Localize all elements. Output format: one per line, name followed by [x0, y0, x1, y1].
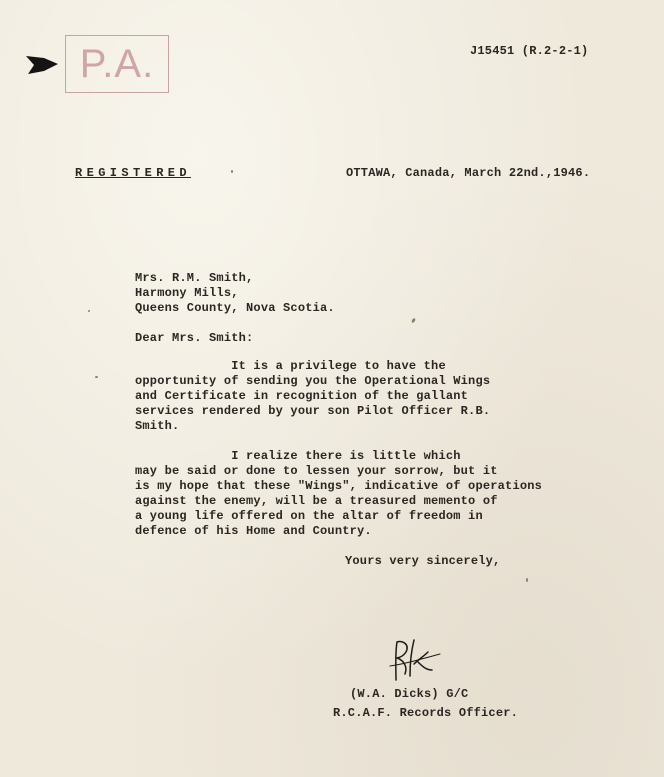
signer-office: R.C.A.F. Records Officer. — [333, 706, 519, 720]
pa-stamp — [65, 35, 169, 93]
paper-speck — [95, 376, 98, 378]
registered-heading: REGISTERED — [75, 166, 192, 180]
handwritten-signature — [388, 636, 444, 684]
body-paragraph-2: I realize there is little which may be said or done to lessen your sorrow, but it is my hope that these "Wings", indicative of operations against the enemy, will be a treasured memento of a young life offered on the altar of freedom in defence of his Home and Country. — [135, 449, 543, 538]
place-date-line: OTTAWA, Canada, March 22nd.,1946. — [346, 166, 591, 180]
signer-name: (W.A. Dicks) G/C — [350, 687, 469, 701]
paper-speck — [411, 318, 416, 324]
address-line-town: Harmony Mills, — [135, 286, 239, 300]
closing-line: Yours very sincerely, — [345, 554, 501, 568]
pa-stamp-text: P.A. — [79, 42, 155, 86]
file-reference: J15451 (R.2-2-1) — [470, 44, 589, 58]
address-line-name: Mrs. R.M. Smith, — [135, 271, 254, 285]
body-paragraph-1: It is a privilege to have the opportunity of sending you the Operational Wings and Certificate in recognition of the gallant services rendered by your son Pilot Officer R.B. Smith. — [135, 359, 491, 433]
address-line-county: Queens County, Nova Scotia. — [135, 301, 335, 315]
salutation: Dear Mrs. Smith: — [135, 331, 254, 345]
arrow-mark-icon — [24, 50, 60, 78]
paper-speck — [526, 578, 528, 582]
paper-speck — [231, 170, 233, 173]
paper-speck — [88, 310, 90, 312]
